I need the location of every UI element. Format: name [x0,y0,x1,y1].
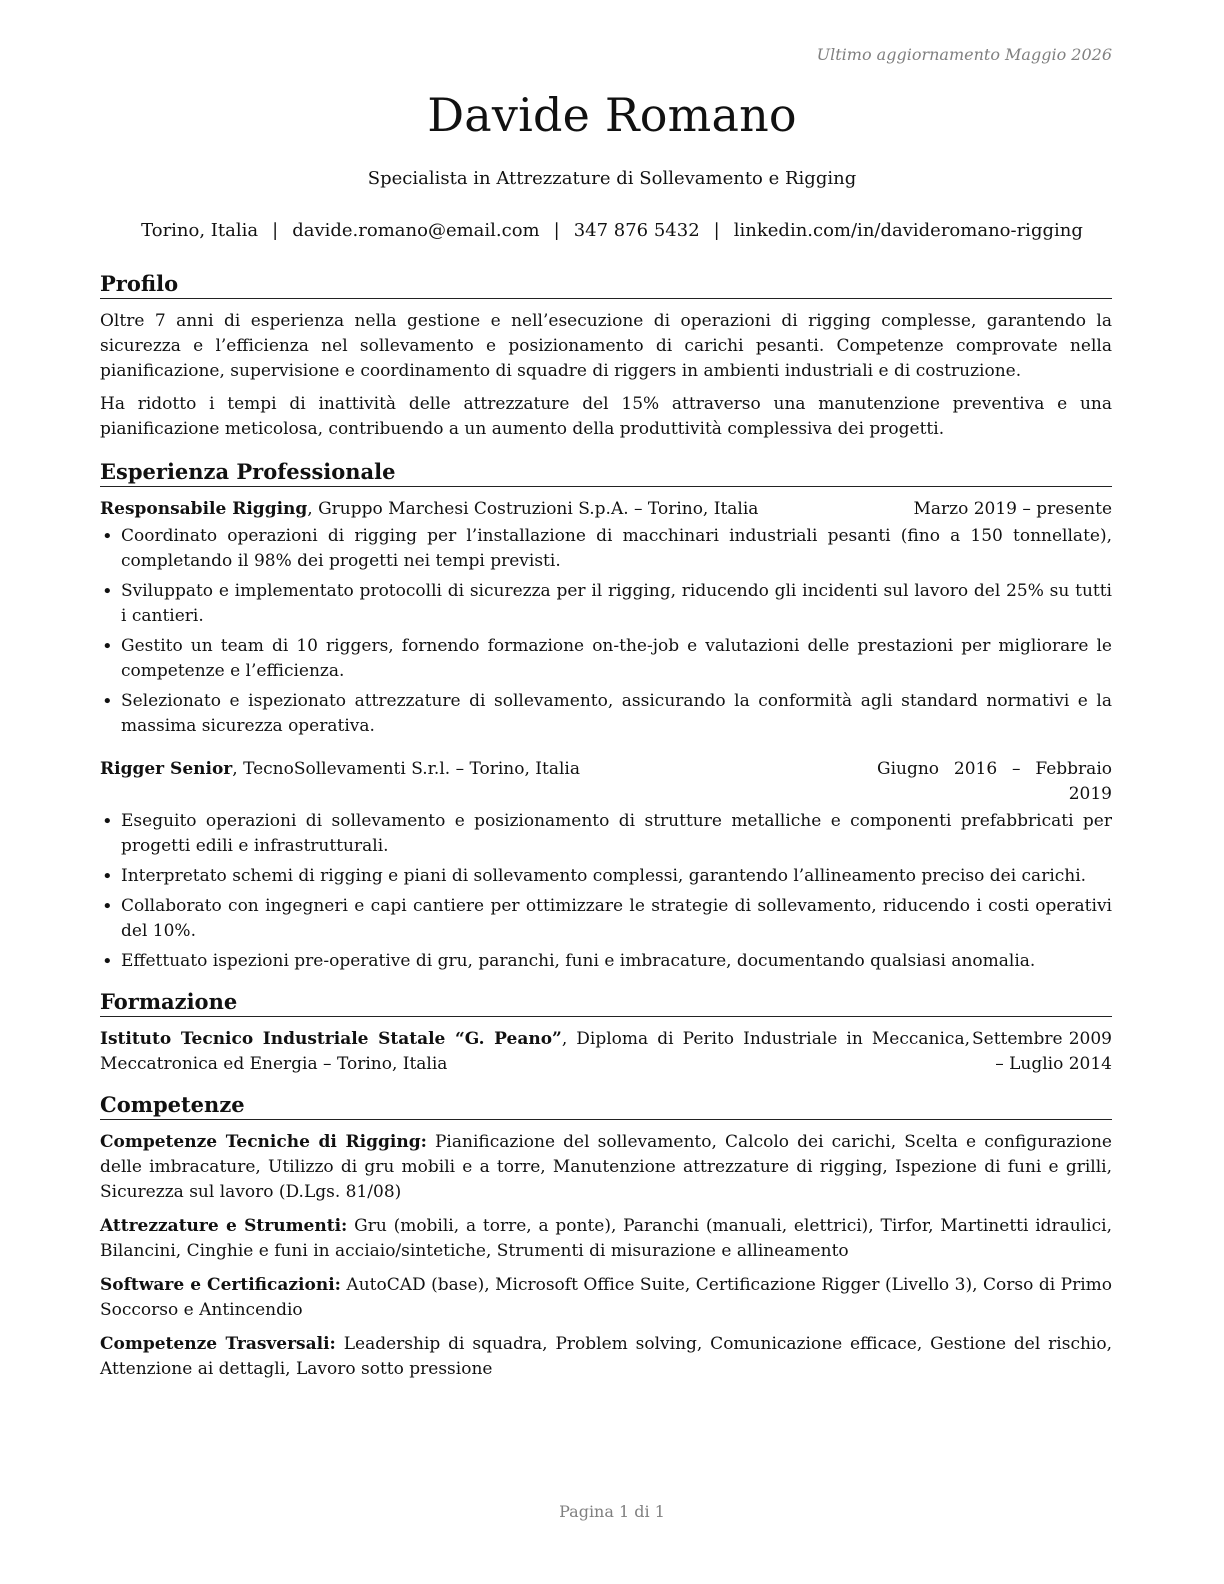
education-section [100,988,1112,1077]
skill-label: Attrezzature e Strumenti: [100,1216,348,1236]
education-degree: , Diploma di Perito Industriale in Meccanica, Meccatronica ed Energia – Torino, Italia [100,1029,970,1074]
profile-paragraph: Ha ridotto i tempi di inattività delle attrezzature del 15% attraverso una manutenzione preventiva e una pianificazione meticolosa, contribuendo a un aumento della produttività complessiva dei progetti. [100,394,1112,439]
profile-paragraph: Oltre 7 anni di esperienza nella gestione e nell’esecuzione di operazioni di rigging complesse, garantendo la sicurezza e l’efficienza nel sollevamento e posizionamento di carichi pesanti. Competenze comprovate nella pianificazione, supervisione e coordinamento di squadre di riggers in ambienti industriali e di costruzione. [100,311,1112,381]
job-entry [100,497,1112,739]
education-school: Istituto Tecnico Industriale Statale “G. Peano” [100,1029,562,1049]
candidate-title: Specialista in Attrezzature di Sollevamento e Rigging [367,168,857,189]
job-role: Rigger Senior [100,759,233,779]
section-heading-skills: Competenze [100,1091,1112,1120]
profile-section [100,270,1112,442]
job-header [100,497,1112,522]
job-company: , TecnoSollevamenti S.r.l. – Torino, Italia [232,759,580,779]
skill-group [100,1130,1112,1205]
contact-separator: | [553,220,560,241]
skill-group [100,1332,1112,1382]
education-dates: Settembre 2009 – Luglio 2014 [972,1029,1112,1074]
skill-text: Gru (mobili, a torre, a ponte), Paranchi (manuali, elettrici), Tirfor, Martinetti idraulici, Bilancini, Cinghie e funi in acciaio/sintetiche, Strumenti di misurazione e allineamento [100,1216,1112,1261]
contact-location: Torino, Italia [141,220,259,241]
list-item: • Effettuato ispezioni pre-operative di gru, paranchi, funi e imbracature, documentando qualsiasi anomalia. [100,949,1112,974]
job-company: , Gruppo Marchesi Costruzioni S.p.A. – Torino, Italia [307,499,759,519]
job-entry [100,757,1112,974]
skill-label: Software e Certificazioni: [100,1275,341,1295]
list-item: • Sviluppato e implementato protocolli di sicurezza per il rigging, riducendo gli incidenti sul lavoro del 25% su tutti i cantieri. [100,579,1112,629]
skill-group [100,1214,1112,1264]
skill-label: Competenze Tecniche di Rigging: [100,1132,427,1152]
page-number: Pagina 1 di 1 [559,1502,665,1521]
contact-linkedin[interactable]: linkedin.com/in/davideromano-rigging [733,220,1083,241]
experience-section [100,458,1112,974]
contact-separator: | [713,220,720,241]
job-dates: Giugno 2016 – Febbraio 2019 [877,759,1112,804]
job-title-line [100,497,913,522]
list-item: • Gestito un team di 10 riggers, fornendo formazione on-the-job e valutazioni delle prestazioni per migliorare le competenze e l’efficienza. [100,634,1112,684]
section-heading-education: Formazione [100,988,1112,1017]
contact-email[interactable]: davide.romano@email.com [292,220,540,241]
contact-separator: | [272,220,279,241]
skill-text: Leadership di squadra, Problem solving, Comunicazione efficace, Gestione del rischio, Attenzione ai dettagli, Lavoro sotto pressione [100,1334,1112,1379]
education-entry [100,1027,1112,1077]
section-heading-profile: Profilo [100,270,1112,299]
list-item: • Collaborato con ingegneri e capi cantiere per ottimizzare le strategie di sollevamento, riducendo i costi operativi del 10%. [100,894,1112,944]
resume-content [100,270,1112,1391]
skill-label: Competenze Trasversali: [100,1334,336,1354]
job-bullets [100,524,1112,739]
list-item: • Interpretato schemi di rigging e piani di sollevamento complessi, garantendo l’allineamento preciso dei carichi. [100,864,1112,889]
list-item: • Selezionato e ispezionato attrezzature di sollevamento, assicurando la conformità agli standard normativi e la massima sicurezza operativa. [100,689,1112,739]
last-updated-note: Ultimo aggiornamento Maggio 2026 [816,45,1112,64]
skill-text: AutoCAD (base), Microsoft Office Suite, Certificazione Rigger (Livello 3), Corso di Primo Soccorso e Antincendio [100,1275,1112,1320]
education-detail [100,1027,970,1077]
list-item: • Coordinato operazioni di rigging per l’installazione di macchinari industriali pesanti (fino a 150 tonnellate), completando il 98% dei progetti nei tempi previsti. [100,524,1112,574]
contact-line [0,220,1224,241]
candidate-name: Davide Romano [427,88,797,142]
job-title-line [100,757,877,782]
job-header [100,757,1112,807]
skill-text: Pianificazione del sollevamento, Calcolo dei carichi, Scelta e configurazione delle imbracature, Utilizzo di gru mobili e a torre, Manutenzione attrezzature di rigging, Ispezione di funi e grilli, Sicurezza sul lavoro (D.Lgs. 81/08) [100,1132,1112,1202]
skill-group [100,1273,1112,1323]
contact-phone[interactable]: 347 876 5432 [573,220,700,241]
job-role: Responsabile Rigging [100,499,308,519]
section-heading-experience: Esperienza Professionale [100,458,1112,487]
job-dates: Marzo 2019 – presente [913,499,1112,519]
skills-section [100,1091,1112,1382]
job-bullets [100,809,1112,974]
list-item: • Eseguito operazioni di sollevamento e posizionamento di strutture metalliche e componenti prefabbricati per progetti edili e infrastrutturali. [100,809,1112,859]
